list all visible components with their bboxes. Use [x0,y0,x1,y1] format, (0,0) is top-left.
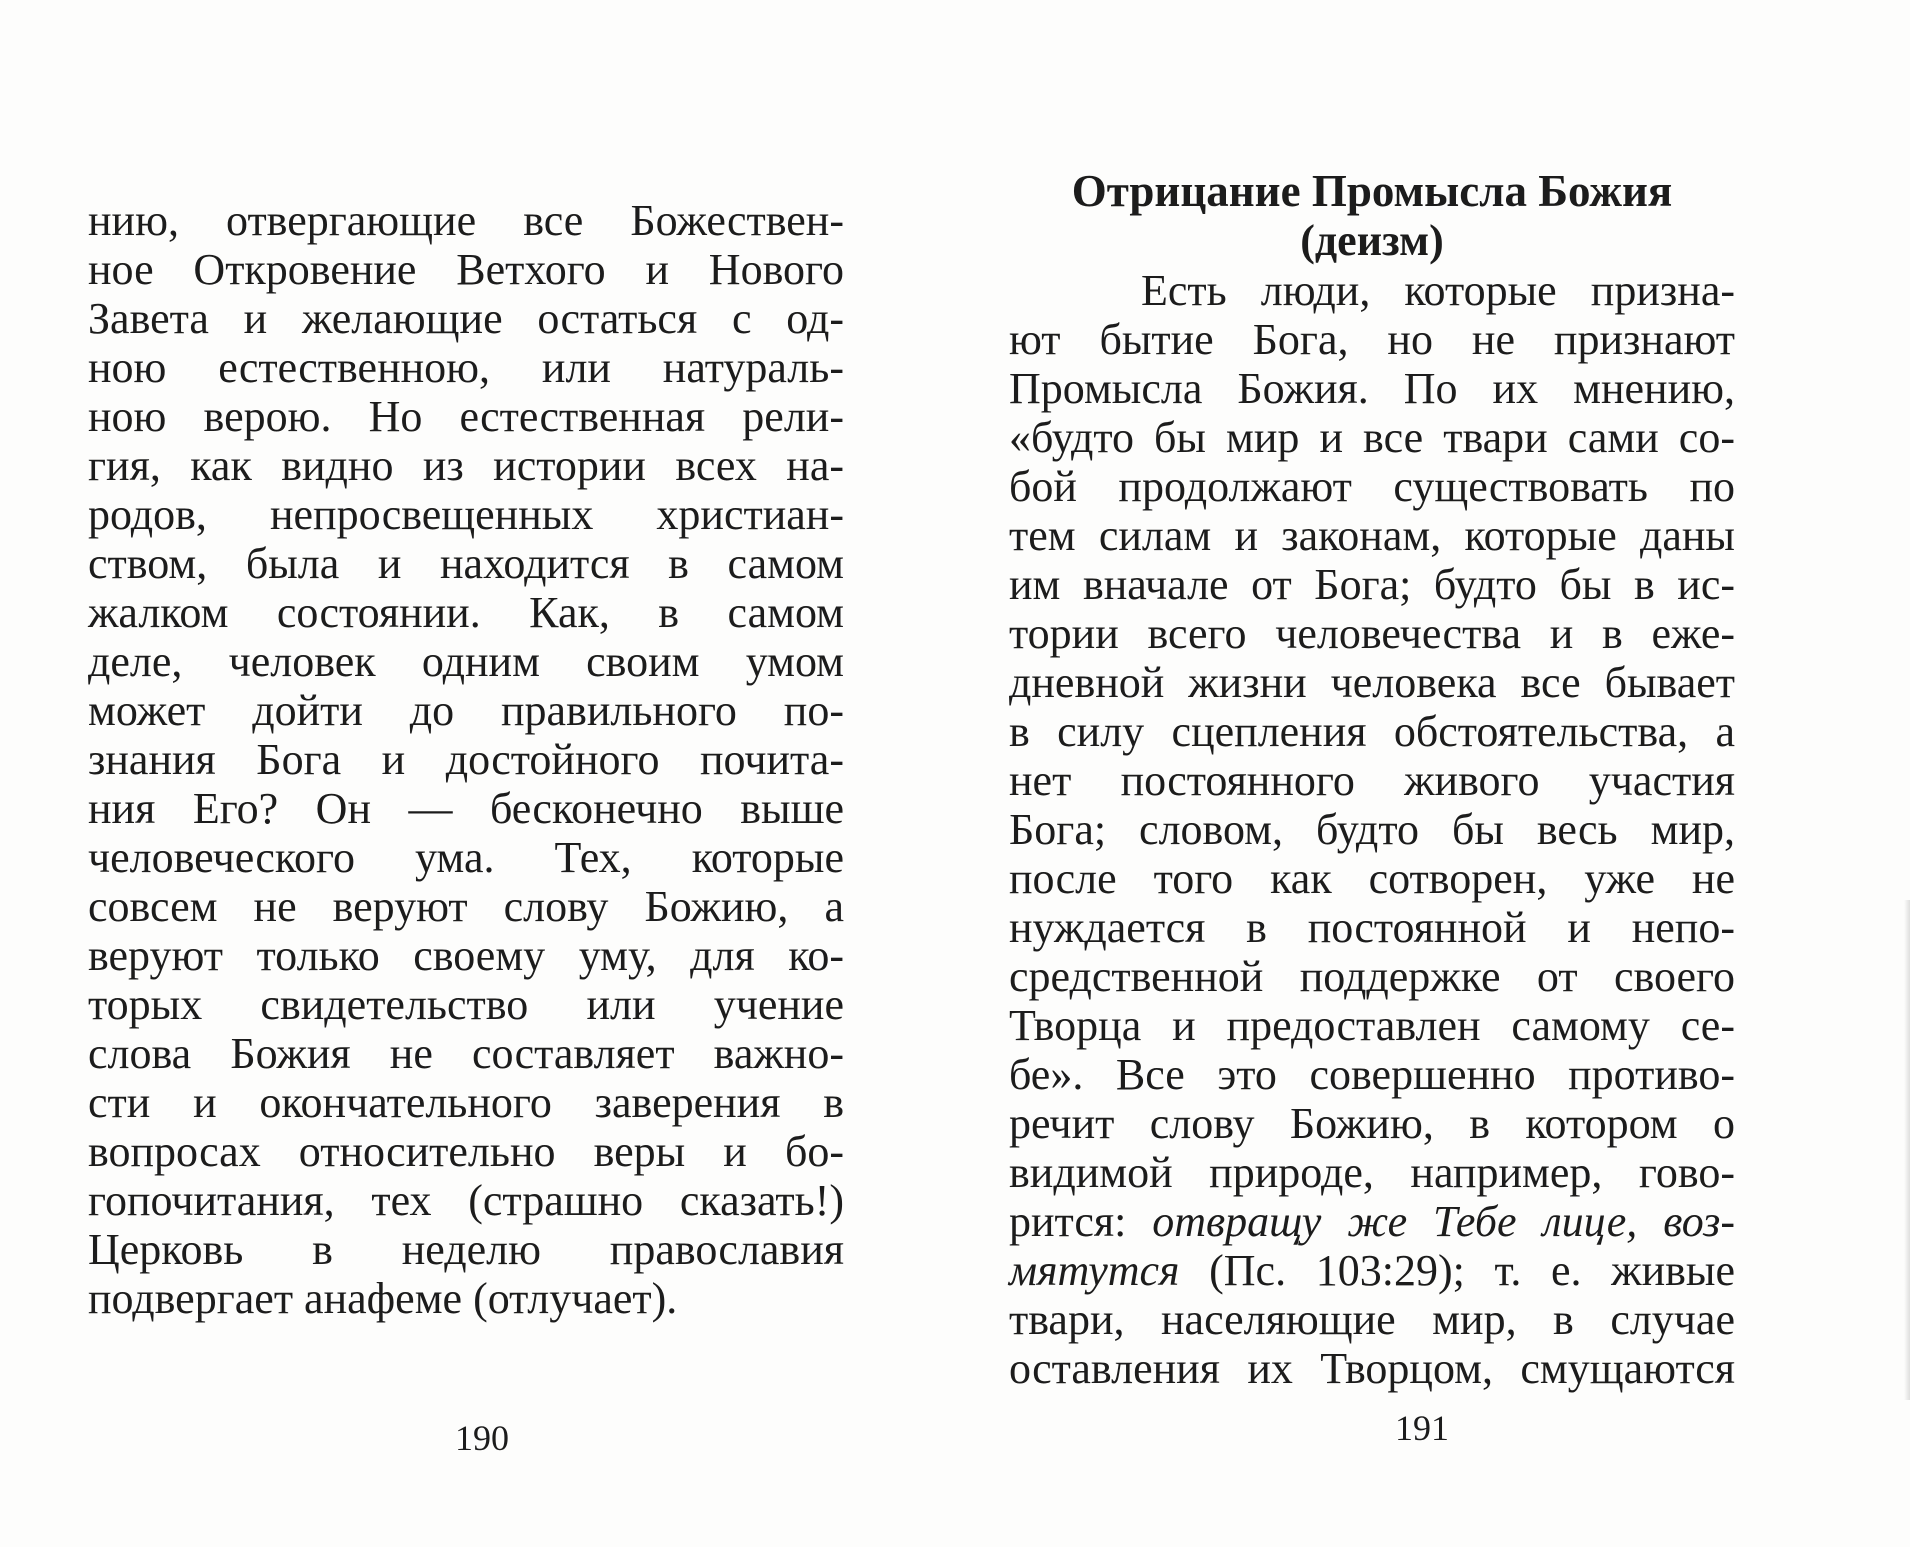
text-line: может дойти до правильного по- [88,686,844,735]
page-edge-shadow [1904,900,1910,1400]
right-page-body [1009,166,1735,1393]
text-line: Творца и предоставлен самому се- [1009,1001,1735,1050]
text-line: твари, населяющие мир, в случае [1009,1295,1735,1344]
text-line: нет постоянного живого участия [1009,756,1735,805]
text-line: «будто бы мир и все твари сами со- [1009,413,1735,462]
text-line: подвергает анафеме (отлучает). [88,1274,678,1323]
text-line: сти и окончательного заверения в [88,1078,844,1127]
text-line: родов, непросвещенных христиан- [88,490,844,539]
text-line: Завета и желающие остаться с од- [88,294,844,343]
text-line: нию, отвергающие все Божествен- [88,196,844,245]
text-line: в силу сцепления обстоятельства, а [1009,707,1735,756]
text-line: нoю естественною, или натураль- [88,343,844,392]
page-number: 191 [1395,1408,1449,1448]
text-line: гия, как видно из истории всех на- [88,441,844,490]
text-line: гопочитания, тех (страшно сказать!) [88,1176,844,1225]
text-line: тем силам и законам, которые даны [1009,511,1735,560]
text-line: бой продолжают существовать по [1009,462,1735,511]
text-line: торых свидетельство или учение [88,980,844,1029]
section-subheading: (деизм) [1300,216,1444,265]
text-line: оставления их Творцом, смущаются [1009,1344,1735,1393]
text-line: человеческого ума. Тех, которые [88,833,844,882]
text-line: тории всего человечества и в еже- [1009,609,1735,658]
scripture-quote: мятутся [1009,1246,1180,1295]
text-line: ною верою. Но естественная рели- [88,392,844,441]
text-line: Церковь в неделю православия [88,1225,844,1274]
text-line: жалком состоянии. Как, в самом [88,588,844,637]
text-line-mixed [1009,1246,1735,1295]
text-run: рится: [1009,1197,1153,1246]
text-line: Промысла Божия. По их мнению, [1009,364,1735,413]
text-line: Бога; словом, будто бы весь мир, [1009,805,1735,854]
text-line: вопросах относительно веры и бо- [88,1127,844,1176]
text-line: ное Откровение Ветхого и Нового [88,245,844,294]
text-line: им вначале от Бога; будто бы в ис- [1009,560,1735,609]
section-heading: Отрицание Промысла Божия [1071,166,1673,216]
text-line: дневной жизни человека все бывает [1009,658,1735,707]
text-line: нуждается в постоянной и непо- [1009,903,1735,952]
text-line: ством, была и находится в самом [88,539,844,588]
text-line: ния Его? Он — бесконечно выше [88,784,844,833]
right-page [955,0,1910,1547]
text-line: ют бытие Бога, но не признают [1009,315,1735,364]
text-line: бе». Все это совершенно противо- [1009,1050,1735,1099]
text-line: деле, человек одним своим умом [88,637,844,686]
page-number: 190 [455,1418,509,1458]
text-line: знания Бога и достойного почита- [88,735,844,784]
text-line: речит слову Божию, в котором о [1009,1099,1735,1148]
text-line: видимой природе, например, гово- [1009,1148,1735,1197]
text-line: после того как сотворен, уже не [1009,854,1735,903]
scripture-quote: отвращу же Тебе лице, воз- [1152,1197,1735,1246]
text-line: совсем не веруют слову Божию, а [88,882,844,931]
left-page-body [88,196,844,1323]
text-line: веруют только своему уму, для ко- [88,931,844,980]
text-line: Есть люди, которые призна- [1141,266,1735,315]
text-line-mixed [1009,1197,1735,1246]
text-line: средственной поддержке от своего [1009,952,1735,1001]
text-run: (Пс. 103:29); т. е. живые [1179,1246,1735,1295]
text-line: слова Божия не составляет важно- [88,1029,844,1078]
